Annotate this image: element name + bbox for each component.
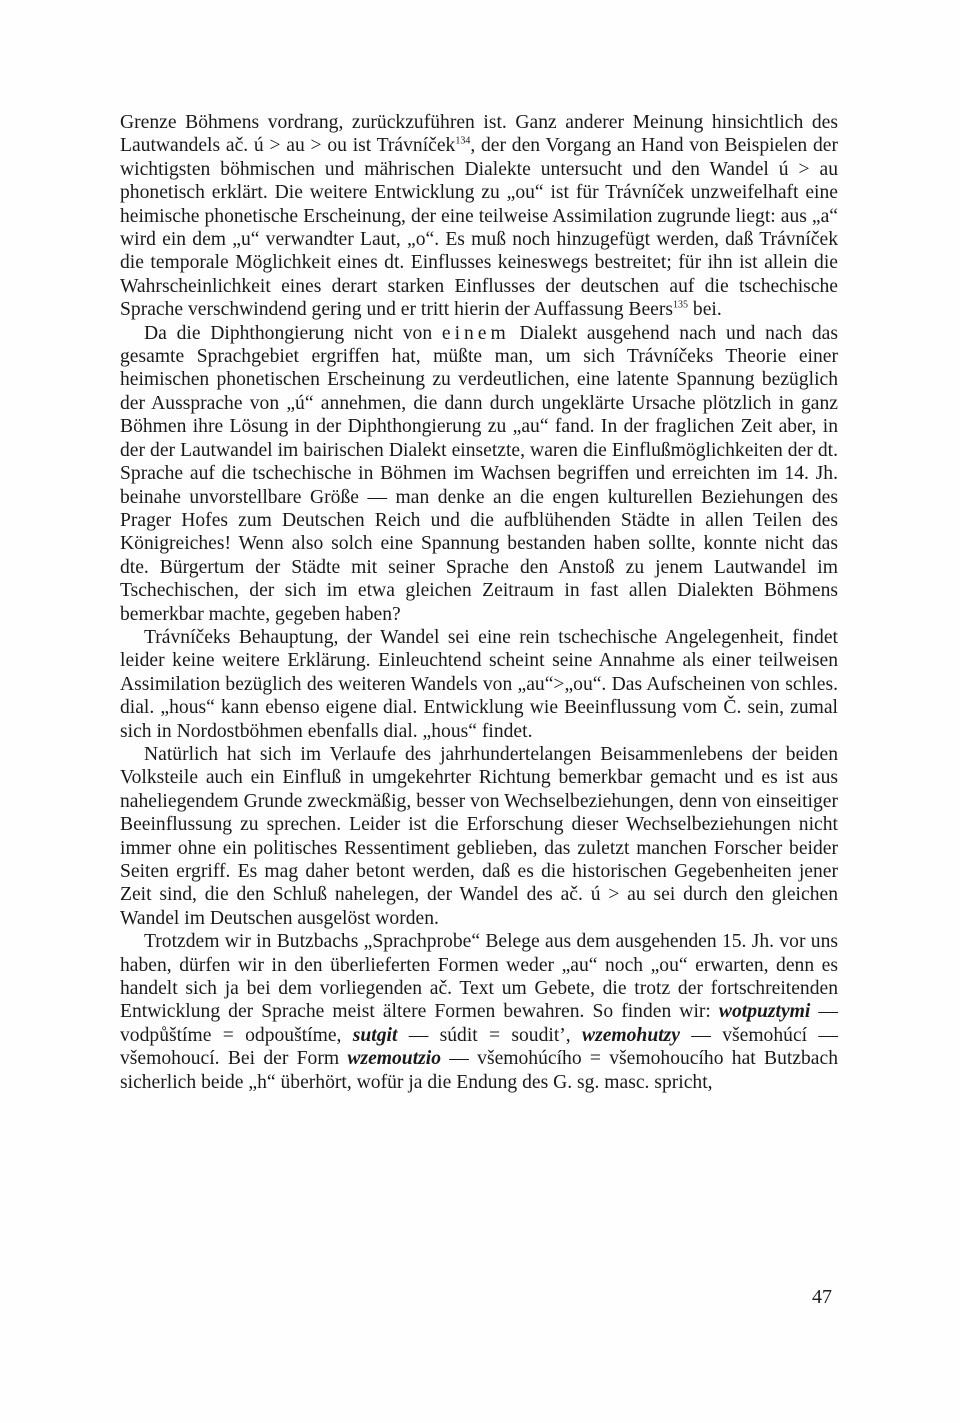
page-number: 47 xyxy=(812,1286,832,1308)
paragraph-1 xyxy=(120,111,838,322)
quoted-form: wzemohutzy xyxy=(582,1024,680,1046)
emphasized-word: einem xyxy=(441,322,510,344)
paragraph-4 xyxy=(120,743,838,930)
quoted-form: wotpuztymi xyxy=(718,1001,811,1023)
footnote-reference: 135 xyxy=(673,299,689,311)
text-segment: — súdit = soudit’, xyxy=(397,1024,582,1046)
quoted-form: wzemoutzio xyxy=(347,1048,442,1070)
text-segment: Dialekt ausgehend nach und nach das gesamte Sprachgebiet ergriffen hat, müßte man, um sich Trávníčeks Theorie einer heimischen phonetischen Erscheinung zu verdeutlichen, eine latente Spannung bezüglich der Aussprache von „ú“ annehmen, die dann durch ungeklärte Ursache plötzlich in ganz Böhmen ihre Lösung in der Diphthongierung zu „au“ fand. In der fraglichen Zeit aber, in der der Lautwandel im bairischen Dialekt einsetzte, waren die Einflußmöglichkeiten der dt. Sprache auf die tschechische in Böhmen im Wachsen begriffen und erreichten im 14. Jh. beinahe unvorstellbare Größe — man denke an die engen kulturellen Beziehungen des Prager Hofes zum Deutschen Reich und die aufblühenden Städte in allen Teilen des Königreiches! Wenn also solch eine Spannung bestanden haben sollte, konnte nicht das dte. Bürgertum der Städte mit seiner Sprache den Anstoß zu jenem Lautwandel im Tschechischen, der sich im etwa gleichen Zeitraum in fast allen Dialekten Böhmens bemerkbar machte, gegeben haben? xyxy=(120,322,838,625)
text-segment: Natürlich hat sich im Verlaufe des jahrhundertelangen Beisammenlebens der beiden Volksteile auch ein Einfluß in umgekehrter Richtung bemerkbar gemacht und es ist aus naheliegendem Grunde zweckmäßig, besser von Wechselbeziehungen, denn von einseitiger Beeinflussung zu sprechen. Leider ist die Erforschung dieser Wechselbeziehungen nicht immer ohne ein politisches Ressentiment geblieben, das zuletzt manchen Forscher beider Seiten ergriff. Es mag daher betont werden, daß es die historischen Gegebenheiten jener Zeit sind, die den Schluß nahelegen, der Wandel des ač. ú > au sei durch den gleichen Wandel im Deutschen ausgelöst worden. xyxy=(120,743,838,929)
text-segment: — vodpůštíme = odpouštíme, xyxy=(120,1001,838,1046)
text-segment: — všemohúcí — všemohoucí. Bei der Form xyxy=(120,1024,838,1070)
text-segment: Trávníčeks Behauptung, der Wandel sei eine rein tschechische Angelegenheit, findet leider keine weitere Erklärung. Einleuchtend scheint seine Annahme als einer teilweisen Assimilation bezüglich des weiteren Wandels von „au“>„ou“. Das Aufscheinen von schles. dial. „hous“ kann ebenso eigene dial. Entwicklung wie Beeinflussung vom Č. sein, zumal sich in Nordostböhmen ebenfalls dial. „hous“ findet. xyxy=(120,626,838,742)
paragraph-3 xyxy=(120,626,838,743)
text-segment: — všemohúcího = všemohoucího hat Butzbach sicherlich beide „h“ überhört, wofür ja die Endung des G. sg. masc. spricht, xyxy=(120,1048,838,1093)
footnote-reference: 134 xyxy=(455,135,471,147)
quoted-form: sutgit xyxy=(352,1024,398,1046)
text-segment: bei. xyxy=(688,299,722,321)
text-segment: Trotzdem wir in Butzbachs „Sprachprobe“ Belege aus dem ausgehenden 15. Jh. vor uns haben, dürfen wir in den überlieferten Formen weder „au“ noch „ou“ erwarten, denn es handelt sich ja bei dem vorliegenden ač. Text um Gebete, die trotz der fortschreitenden Entwicklung der Sprache meist ältere Formen bewahren. So finden wir: xyxy=(120,931,838,1023)
text-segment: Grenze Böhmens vordrang, zurückzuführen ist. Ganz anderer Meinung hinsichtlich des Lautwandels ač. ú > au > ou ist Trávníček xyxy=(120,112,838,157)
page-body xyxy=(120,111,838,1094)
text-segment: , der den Vorgang an Hand von Beispielen der wichtigsten böhmischen und mährischen Dialekte untersucht und den Wandel ú > au phonetisch erklärt. Die weitere Entwicklung zu „ou“ ist für Trávníček unzweifelhaft eine heimische phonetische Erscheinung, der eine teilweise Assimilation zugrunde liegt: aus „a“ wird ein dem „u“ verwandter Laut, „o“. Es muß noch hinzugefügt werden, daß Trávníček die temporale Möglichkeit eines dt. Einflusses keineswegs bestreitet; für ihn ist allein die Wahrscheinlichkeit eines derart starken Einflusses der deutschen auf die tschechische Sprache verschwindend gering und er tritt hierin der Auffassung Beers xyxy=(120,135,838,321)
text-segment: Da die Diphthongierung nicht von xyxy=(144,322,442,344)
paragraph-2 xyxy=(120,322,838,626)
paragraph-5 xyxy=(120,930,838,1094)
